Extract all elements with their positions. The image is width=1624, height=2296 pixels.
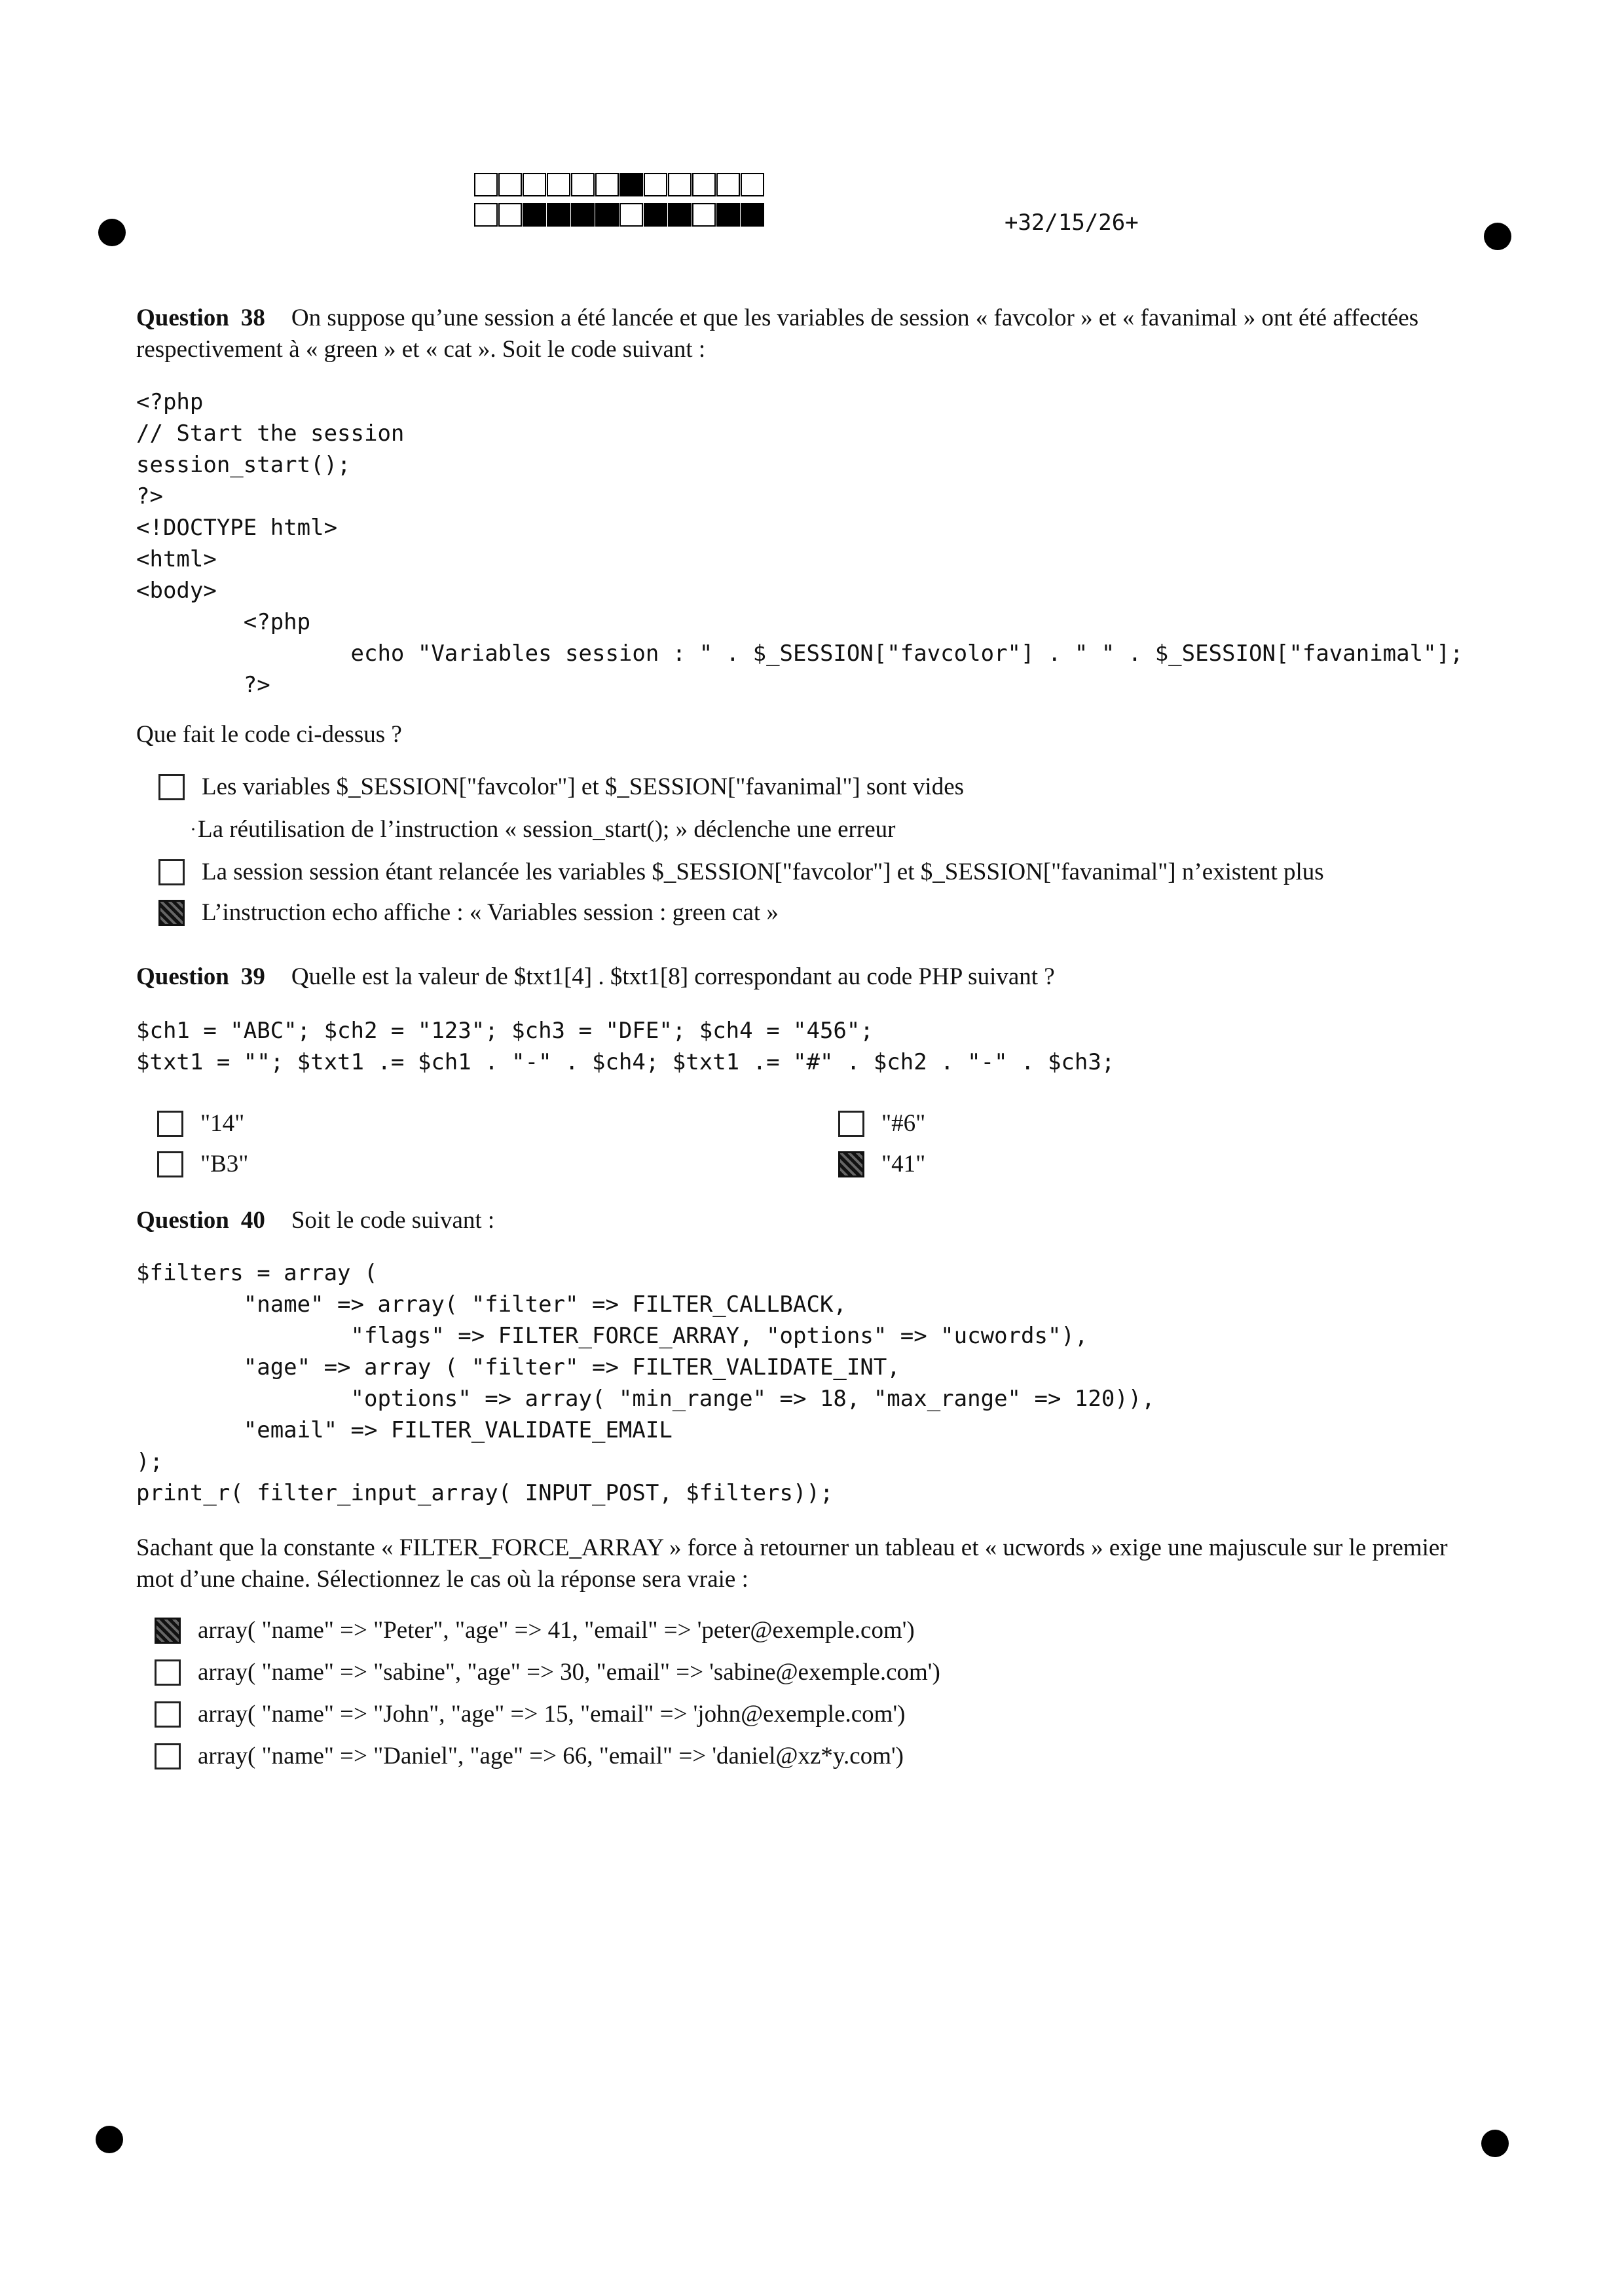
option-text: "#6" bbox=[881, 1110, 926, 1137]
question-label: Question 40 bbox=[136, 1207, 265, 1234]
checkbox[interactable] bbox=[158, 774, 185, 800]
checkbox[interactable] bbox=[155, 1743, 181, 1769]
checkbox-checked[interactable] bbox=[158, 900, 185, 926]
question-label: Question 38 bbox=[136, 305, 265, 331]
tick-mark: · bbox=[190, 818, 196, 840]
option-text: "B3" bbox=[200, 1151, 249, 1177]
option-text: "14" bbox=[200, 1110, 245, 1137]
answer-option[interactable] bbox=[155, 1658, 940, 1686]
checkbox[interactable] bbox=[158, 859, 185, 885]
checkbox-checked[interactable] bbox=[838, 1151, 864, 1177]
code-block: $ch1 = "ABC"; $ch2 = "123"; $ch3 = "DFE"; $ch4 = "456"; $txt1 = ""; $txt1 .= $ch1 . "-" . $ch4; $txt1 .= "#" . $ch2 . "-" . $ch3; bbox=[136, 1018, 1115, 1075]
answer-option[interactable] bbox=[157, 1109, 244, 1138]
page-barcode bbox=[474, 173, 765, 233]
option-text: array( "name" => "Peter", "age" => 41, "email" => 'peter@exemple.com') bbox=[198, 1617, 915, 1644]
registration-mark-top-right bbox=[1484, 223, 1511, 250]
answer-option[interactable] bbox=[155, 1700, 905, 1728]
registration-mark-bottom-right bbox=[1481, 2130, 1509, 2157]
option-text: array( "name" => "John", "age" => 15, "email" => 'john@exemple.com') bbox=[198, 1701, 906, 1728]
question-prompt: Sachant que la constante « FILTER_FORCE_ARRAY » force à retourner un tableau et « ucwords » exige une majuscule sur le premier mot d’une chaine. Sélectionnez le cas où la réponse sera vraie : bbox=[136, 1534, 1448, 1593]
answer-option[interactable] bbox=[158, 898, 779, 927]
checkbox-checked[interactable] bbox=[155, 1618, 181, 1644]
question-text: On suppose qu’une session a été lancée et que les variables de session « favcolor » et « favanimal » ont été affectées respectivement à « green » et « cat ». Soit le code suivant : bbox=[136, 305, 1419, 363]
question-label: Question 39 bbox=[136, 963, 265, 990]
code-block: <?php // Start the session session_start(); ?> <!DOCTYPE html> <html> <body> <?php echo "Variables session : " . $_SESSION["favcolor"] . " " . $_SESSION["favanimal"]; ?> bbox=[136, 389, 1464, 698]
checkbox[interactable] bbox=[155, 1659, 181, 1686]
option-text: La session session étant relancée les variables $_SESSION["favcolor"] et $_SESSION["favanimal"] n’existent plus bbox=[202, 859, 1324, 885]
answer-option[interactable] bbox=[155, 1616, 915, 1644]
answer-option[interactable] bbox=[158, 773, 964, 801]
option-text: La réutilisation de l’instruction « session_start(); » déclenche une erreur bbox=[198, 816, 896, 843]
code-block: $filters = array ( "name" => array( "filter" => FILTER_CALLBACK, "flags" => FILTER_FORCE_ARRAY, "options" => "ucwords"), "age" => array ( "filter" => FILTER_VALIDATE_INT, "options" => array( "min_range" => 18, "max_range" => 120)), "email" => FILTER_VALIDATE_EMAIL ); print_r( filter_input_array( INPUT_POST, $filters)); bbox=[136, 1260, 1155, 1506]
checkbox[interactable] bbox=[155, 1701, 181, 1728]
question-prompt: Que fait le code ci-dessus ? bbox=[136, 721, 402, 748]
checkbox[interactable] bbox=[838, 1111, 864, 1137]
option-text: array( "name" => "Daniel", "age" => 66, "email" => 'daniel@xz*y.com') bbox=[198, 1743, 904, 1769]
answer-option[interactable] bbox=[838, 1109, 925, 1138]
answer-option[interactable] bbox=[157, 1150, 248, 1178]
registration-mark-bottom-left bbox=[96, 2126, 123, 2153]
option-text: "41" bbox=[881, 1151, 926, 1177]
answer-option[interactable] bbox=[155, 1742, 904, 1770]
checkbox[interactable] bbox=[157, 1151, 183, 1177]
question-text: Quelle est la valeur de $txt1[4] . $txt1[8] correspondant au code PHP suivant ? bbox=[291, 963, 1055, 990]
option-text: array( "name" => "sabine", "age" => 30, "email" => 'sabine@exemple.com') bbox=[198, 1659, 940, 1686]
answer-option[interactable] bbox=[158, 858, 1324, 886]
checkbox[interactable] bbox=[157, 1111, 183, 1137]
answer-option[interactable] bbox=[838, 1150, 925, 1178]
question-39 bbox=[136, 961, 1485, 993]
registration-mark-top-left bbox=[98, 219, 126, 246]
answer-option[interactable] bbox=[190, 815, 895, 843]
question-40 bbox=[136, 1205, 1485, 1236]
question-prompt-block bbox=[136, 1532, 1485, 1595]
question-38 bbox=[136, 303, 1485, 365]
option-text: L’instruction echo affiche : « Variables session : green cat » bbox=[202, 899, 779, 926]
option-text: Les variables $_SESSION["favcolor"] et $_SESSION["favanimal"] sont vides bbox=[202, 773, 965, 800]
page-id: +32/15/26+ bbox=[1005, 210, 1139, 236]
question-text: Soit le code suivant : bbox=[291, 1207, 495, 1234]
